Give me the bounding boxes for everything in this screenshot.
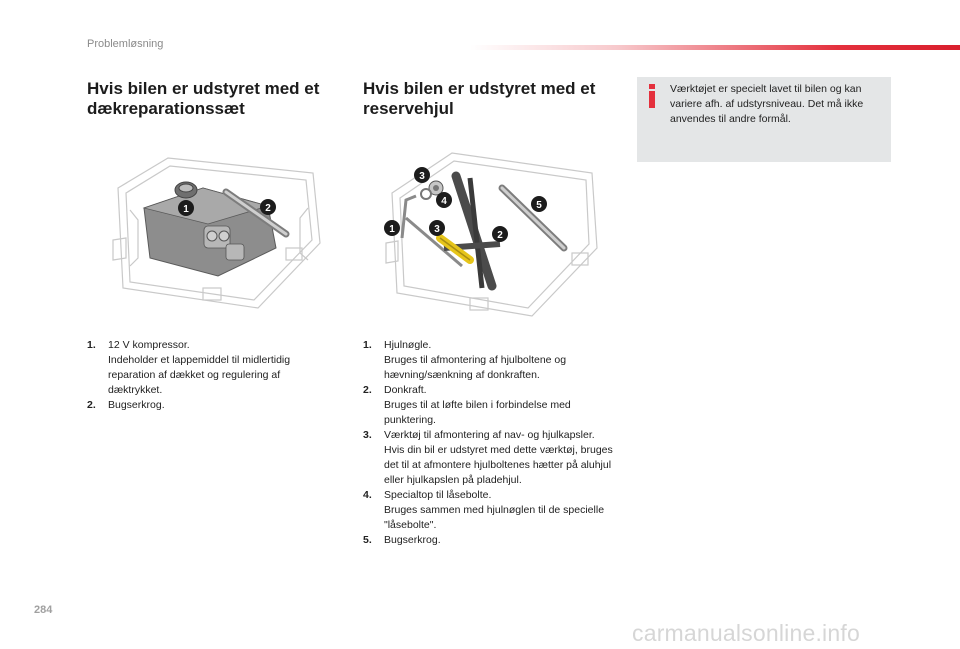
info-icon xyxy=(647,84,657,108)
item-title: Donkraft. xyxy=(384,384,427,396)
item-description: Hvis din bil er udstyret med dette værktøj, bruges det til at afmontere hjulboltenes hætter på aluhjul eller hjulkapslen på pladehjul. xyxy=(384,444,613,486)
callout-1-label: 1 xyxy=(183,204,189,215)
watermark: carmanualsonline.info xyxy=(632,620,860,646)
info-box xyxy=(637,77,891,162)
item-number: 4. xyxy=(363,489,372,501)
figure-spare-wheel-tools xyxy=(382,148,604,320)
heading-repair-kit: Hvis bilen er udstyret med et dækreparationssæt xyxy=(87,79,320,118)
callout-2-label: 2 xyxy=(265,203,271,214)
list-item xyxy=(363,338,613,383)
spare-wheel-tools-illustration xyxy=(382,148,604,320)
callout-1-label: 1 xyxy=(389,224,395,235)
item-description: Bruges til at løfte bilen i forbindelse med punktering. xyxy=(384,399,571,426)
list-item xyxy=(363,488,613,533)
item-title: Bugserkrog. xyxy=(384,534,441,546)
spare-wheel-list xyxy=(363,338,613,548)
info-text: Værktøjet er specielt lavet til bilen og kan variere afh. af udstyrsniveau. Det må ikke anvendes til andre formål. xyxy=(670,83,864,125)
page-number: 284 xyxy=(34,604,53,616)
item-description: Indeholder et lappemiddel til midlertidig reparation af dækket og regulering af dæktrykket. xyxy=(108,354,291,396)
item-number: 2. xyxy=(87,399,96,411)
heading-spare-wheel: Hvis bilen er udstyret med et reservehjul xyxy=(363,79,596,118)
item-number: 1. xyxy=(363,339,372,351)
figure-repair-kit xyxy=(108,148,326,320)
item-description: Bruges sammen med hjulnøglen til de specielle "låsebolte". xyxy=(384,504,605,531)
callout-4-label: 4 xyxy=(441,196,447,207)
header-accent-bar xyxy=(470,45,960,50)
item-number: 3. xyxy=(363,429,372,441)
item-number: 5. xyxy=(363,534,372,546)
section-label: Problemløsning xyxy=(87,38,164,50)
list-item xyxy=(87,398,327,413)
item-title: Værktøj til afmontering af nav- og hjulkapsler. xyxy=(384,429,595,441)
repair-kit-illustration xyxy=(108,148,326,320)
list-item xyxy=(363,383,613,428)
callout-2-label: 2 xyxy=(497,230,503,241)
list-item xyxy=(363,533,613,548)
repair-kit-list xyxy=(87,338,327,413)
item-number: 2. xyxy=(363,384,372,396)
list-item xyxy=(363,428,613,488)
item-description: Bruges til afmontering af hjulboltene og hævning/sænkning af donkraften. xyxy=(384,354,567,381)
callout-5-label: 5 xyxy=(536,200,542,211)
item-title: Specialtop til låsebolte. xyxy=(384,489,492,501)
item-title: 12 V kompressor. xyxy=(108,339,190,351)
callout-3-label: 3 xyxy=(434,224,440,235)
list-item xyxy=(87,338,327,398)
item-title: Hjulnøgle. xyxy=(384,339,432,351)
item-title: Bugserkrog. xyxy=(108,399,165,411)
item-number: 1. xyxy=(87,339,96,351)
callout-3-top-label: 3 xyxy=(419,171,425,182)
